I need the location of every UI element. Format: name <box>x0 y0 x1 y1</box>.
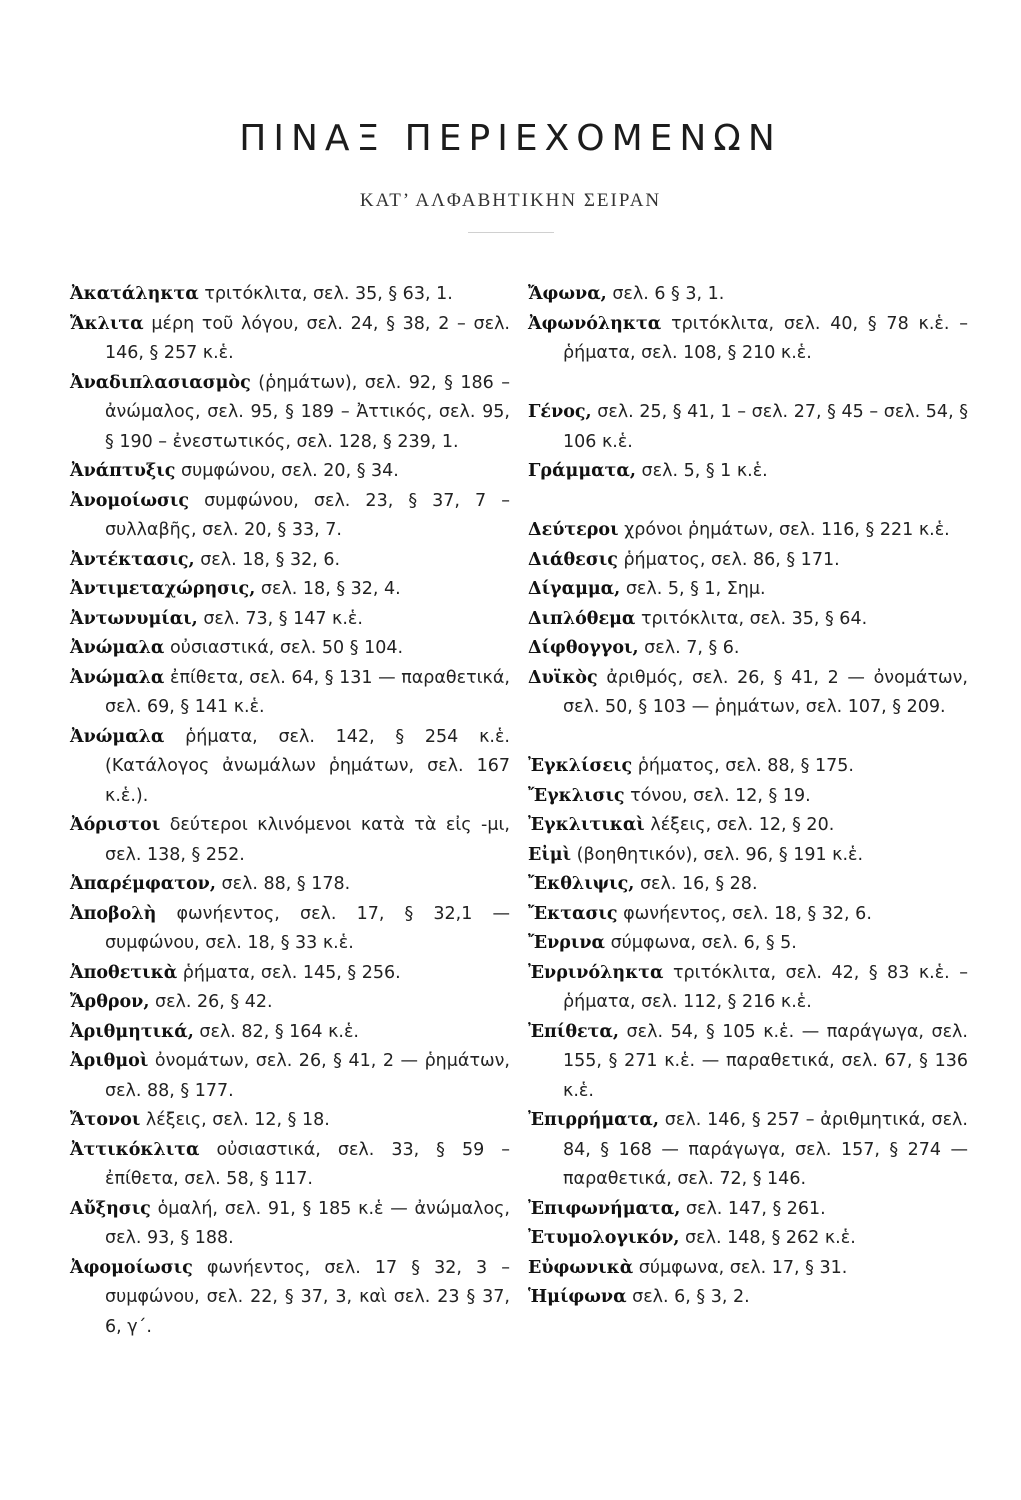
entry-references: σελ. 82, § 164 κ.ἑ. <box>199 1021 359 1042</box>
entry-references: σελ. 88, § 178. <box>221 874 351 894</box>
index-entry <box>70 575 510 605</box>
index-entry <box>70 1254 510 1343</box>
entry-lemma: Ἀττικόκλιτα <box>70 1139 200 1160</box>
entry-references: σελ. 5, § 1, Σημ. <box>625 579 766 599</box>
right-column <box>528 280 968 1313</box>
entry-lemma: Ἀνώμαλα <box>70 667 165 688</box>
index-entry <box>70 487 510 546</box>
index-entry <box>70 1136 510 1195</box>
page-title: ΠΙΝΑΞ ΠΕΡΙΕΧΟΜΕΝΩΝ <box>239 118 782 159</box>
index-entry <box>70 457 510 487</box>
entry-lemma: Ἀπαρέμφατον, <box>70 874 216 894</box>
section-gap <box>528 487 968 517</box>
entry-lemma: Ἀριθμητικά, <box>70 1021 194 1042</box>
entry-references: οὐσιαστικά, σελ. 33, § 59 – ἐπίθετα, σελ. 58, § 117. <box>105 1139 510 1189</box>
entry-lemma: Ἀναδιπλασιασμὸς <box>70 372 251 393</box>
entry-lemma: Ἐπιρρήματα, <box>528 1110 659 1130</box>
index-entry <box>528 310 968 369</box>
entry-lemma: Ἀκατάληκτα <box>70 284 199 304</box>
entry-lemma: Γράμματα, <box>528 461 636 481</box>
entry-lemma: Ἐπίθετα, <box>528 1021 619 1042</box>
index-entry <box>70 811 510 870</box>
entry-lemma: Ἀντωνυμίαι, <box>70 608 198 629</box>
entry-references: σελ. 6, § 3, 2. <box>632 1287 750 1307</box>
index-entry <box>70 664 510 723</box>
entry-lemma: Δίγαμμα, <box>528 579 621 599</box>
index-entry <box>70 1018 510 1048</box>
entry-lemma: Ἀριθμοὶ <box>70 1051 149 1071</box>
entry-references: σύμφωνα, σελ. 6, § 5. <box>610 933 797 953</box>
index-entry <box>528 1224 968 1254</box>
entry-references: φωνήεντος, σελ. 17 § 32, 3 – συμφώνου, σελ. 22, § 37, 3, καὶ σελ. 23 § 37, 6, γ΄. <box>105 1257 510 1337</box>
index-entry <box>70 900 510 959</box>
index-entry <box>528 782 968 812</box>
entry-references: τριτόκλιτα, σελ. 35, § 63, 1. <box>204 284 453 304</box>
entry-references: χρόνοι ῥημάτων, σελ. 116, § 221 κ.ἑ. <box>624 520 950 540</box>
entry-references: σελ. 146, § 257 – ἀριθμητικά, σελ. 84, § 168 — παράγωγα, σελ. 157, § 274 — παραθετικά, σελ. 72, § 146. <box>563 1110 968 1189</box>
index-entry <box>70 369 510 458</box>
entry-references: δεύτεροι κλινόμενοι κατὰ τὰ εἰς -μι, σελ. 138, § 252. <box>105 815 510 865</box>
index-entry <box>70 280 510 310</box>
entry-references: μέρη τοῦ λόγου, σελ. 24, § 38, 2 – σελ. 146, § 257 κ.ἑ. <box>105 313 510 363</box>
entry-references: τριτόκλιτα, σελ. 42, § 83 κ.ἑ. – ῥήματα, σελ. 112, § 216 κ.ἑ. <box>563 962 968 1012</box>
section-gap <box>528 369 968 399</box>
index-entry <box>528 457 968 487</box>
entry-references: ῥήματα, σελ. 145, § 256. <box>182 962 401 983</box>
entry-references: λέξεις, σελ. 12, § 20. <box>650 815 835 835</box>
index-entry <box>528 811 968 841</box>
entry-references: σελ. 5, § 1 κ.ἑ. <box>641 461 768 481</box>
entry-lemma: Ἀνάπτυξις <box>70 461 176 481</box>
index-entry <box>528 929 968 959</box>
entry-lemma: Δυϊκὸς <box>528 667 598 688</box>
entry-references: σελ. 16, § 28. <box>639 874 758 894</box>
entry-lemma: Ἔκθλιψις, <box>528 874 635 894</box>
index-entry <box>70 1195 510 1254</box>
entry-references: σελ. 18, § 32, 6. <box>200 549 341 570</box>
index-entry <box>528 1254 968 1284</box>
entry-references: ῥήματος, σελ. 88, § 175. <box>637 756 854 776</box>
entry-references: φωνήεντος, σελ. 17, § 32,1 — συμφώνου, σελ. 18, § 33 κ.ἑ. <box>105 903 510 953</box>
page-subtitle: ΚΑΤ’ ΑΛΦΑΒΗΤΙΚΗΝ ΣΕΙΡΑΝ <box>359 190 662 211</box>
entry-references: σελ. 147, § 261. <box>685 1198 826 1219</box>
index-entry <box>70 1106 510 1136</box>
entry-references: (ῥημάτων), σελ. 92, § 186 – ἀνώμαλος, σελ. 95, § 189 – Ἀττικός, σελ. 95, § 190 – ἐνεστωτικός, σελ. 128, § 239, 1. <box>105 372 510 452</box>
index-entry <box>528 398 968 457</box>
entry-lemma: Ἀφωνόληκτα <box>528 313 662 334</box>
index-entry <box>528 959 968 1018</box>
entry-references: ἐπίθετα, σελ. 64, § 131 — παραθετικά, σελ. 69, § 141 κ.ἑ. <box>105 667 510 717</box>
entry-lemma: Ἐγκλιτικαὶ <box>528 815 645 835</box>
entry-references: λέξεις, σελ. 12, § 18. <box>145 1110 330 1130</box>
entry-references: σελ. 54, § 105 κ.ἑ. — παράγωγα, σελ. 155, § 271 κ.ἑ. — παραθετικά, σελ. 67, § 136 κ.ἑ. <box>563 1021 968 1101</box>
entry-references: τριτόκλιτα, σελ. 35, § 64. <box>640 608 868 629</box>
entry-references: σελ. 25, § 41, 1 – σελ. 27, § 45 – σελ. 54, § 106 κ.ἑ. <box>563 402 968 452</box>
entry-references: ὁμαλή, σελ. 91, § 185 κ.ἑ — ἀνώμαλος, σελ. 93, § 188. <box>105 1198 510 1248</box>
title-divider <box>468 232 554 233</box>
entry-references: σελ. 73, § 147 κ.ἑ. <box>203 608 363 629</box>
entry-references: σελ. 26, § 42. <box>155 992 273 1012</box>
entry-references: σελ. 6 § 3, 1. <box>612 284 725 304</box>
entry-references: τόνου, σελ. 12, § 19. <box>630 785 811 806</box>
index-entry <box>528 870 968 900</box>
index-entry <box>528 664 968 723</box>
index-entry <box>70 870 510 900</box>
entry-lemma: Ἄτονοι <box>70 1110 141 1130</box>
index-entry <box>70 988 510 1018</box>
entry-references: ὀνομάτων, σελ. 26, § 41, 2 — ῥημάτων, σελ. 88, § 177. <box>105 1051 510 1101</box>
entry-lemma: Ἀποθετικὰ <box>70 962 178 983</box>
entry-lemma: Εὐφωνικὰ <box>528 1257 634 1278</box>
index-entry <box>528 1018 968 1107</box>
index-entry <box>70 634 510 664</box>
entry-lemma: Ἀφομοίωσις <box>70 1257 193 1278</box>
index-entry <box>70 546 510 576</box>
entry-references: ἀριθμός, σελ. 26, § 41, 2 — ὀνομάτων, σελ. 50, § 103 — ῥημάτων, σελ. 107, § 209. <box>563 667 968 717</box>
entry-references: σελ. 18, § 32, 4. <box>260 579 401 599</box>
index-entry <box>70 1047 510 1106</box>
entry-references: σελ. 148, § 262 κ.ἑ. <box>685 1228 856 1248</box>
entry-lemma: Ἔγκλισις <box>528 785 625 806</box>
entry-lemma: Ἀντέκτασις, <box>70 549 195 570</box>
entry-lemma: Δίφθογγοι, <box>528 638 639 658</box>
entry-references: φωνήεντος, σελ. 18, § 32, 6. <box>623 903 872 924</box>
index-entry <box>70 723 510 812</box>
index-entry <box>528 575 968 605</box>
index-entry <box>528 516 968 546</box>
index-entry <box>528 841 968 871</box>
entry-references: σελ. 7, § 6. <box>644 638 740 658</box>
index-entry <box>528 546 968 576</box>
entry-lemma: Ἔκτασις <box>528 903 618 924</box>
entry-lemma: Ἐνρινόληκτα <box>528 962 664 983</box>
entry-lemma: Ἐπιφωνήματα, <box>528 1198 681 1219</box>
entry-lemma: Γένος, <box>528 402 592 422</box>
entry-lemma: Ἄκλιτα <box>70 313 144 334</box>
entry-references: σύμφωνα, σελ. 17, § 31. <box>638 1257 848 1278</box>
entry-lemma: Ἡμίφωνα <box>528 1287 627 1307</box>
entry-lemma: Ἄφωνα, <box>528 284 607 304</box>
entry-lemma: Δεύτεροι <box>528 520 619 540</box>
index-entry <box>70 959 510 989</box>
entry-references: (βοηθητικόν), σελ. 96, § 191 κ.ἑ. <box>576 844 864 865</box>
entry-lemma: Ἔνρινα <box>528 933 605 953</box>
entry-lemma: Ἀνώμαλα <box>70 638 165 658</box>
index-entry <box>528 752 968 782</box>
entry-lemma: Ἀόριστοι <box>70 815 161 835</box>
entry-lemma: Ἄρθρον, <box>70 992 150 1012</box>
entry-lemma: Ἐγκλίσεις <box>528 756 633 776</box>
index-entry <box>528 1283 968 1313</box>
index-entry <box>528 900 968 930</box>
section-gap <box>528 723 968 753</box>
entry-lemma: Ἀνομοίωσις <box>70 490 190 511</box>
entry-references: ῥήματα, σελ. 142, § 254 κ.ἑ. (Κατάλογος ἀνωμάλων ῥημάτων, σελ. 167 κ.ἑ.). <box>105 726 510 806</box>
entry-lemma: Ἀποβολὴ <box>70 903 157 924</box>
index-entry <box>528 280 968 310</box>
left-column <box>70 280 510 1342</box>
entry-lemma: Διάθεσις <box>528 549 618 570</box>
index-entry <box>70 310 510 369</box>
index-entry <box>528 605 968 635</box>
entry-lemma: Ἐτυμολογικόν, <box>528 1228 680 1248</box>
entry-lemma: Ἀντιμεταχώρησις, <box>70 579 256 599</box>
index-entry <box>70 605 510 635</box>
entry-lemma: Διπλόθεμα <box>528 608 636 629</box>
entry-references: τριτόκλιτα, σελ. 40, § 78 κ.ἑ. – ῥήματα, σελ. 108, § 210 κ.ἑ. <box>563 313 968 363</box>
entry-references: συμφώνου, σελ. 20, § 34. <box>180 461 399 481</box>
index-entry <box>528 1106 968 1195</box>
entry-references: ῥήματος, σελ. 86, § 171. <box>623 549 840 570</box>
index-entry <box>528 634 968 664</box>
index-entry <box>528 1195 968 1225</box>
entry-lemma: Αὔξησις <box>70 1198 151 1219</box>
entry-references: συμφώνου, σελ. 23, § 37, 7 – συλλαβῆς, σελ. 20, § 33, 7. <box>105 490 510 540</box>
entry-lemma: Εἰμὶ <box>528 844 572 865</box>
entry-lemma: Ἀνώμαλα <box>70 726 165 747</box>
entry-references: οὐσιαστικά, σελ. 50 § 104. <box>169 638 404 658</box>
